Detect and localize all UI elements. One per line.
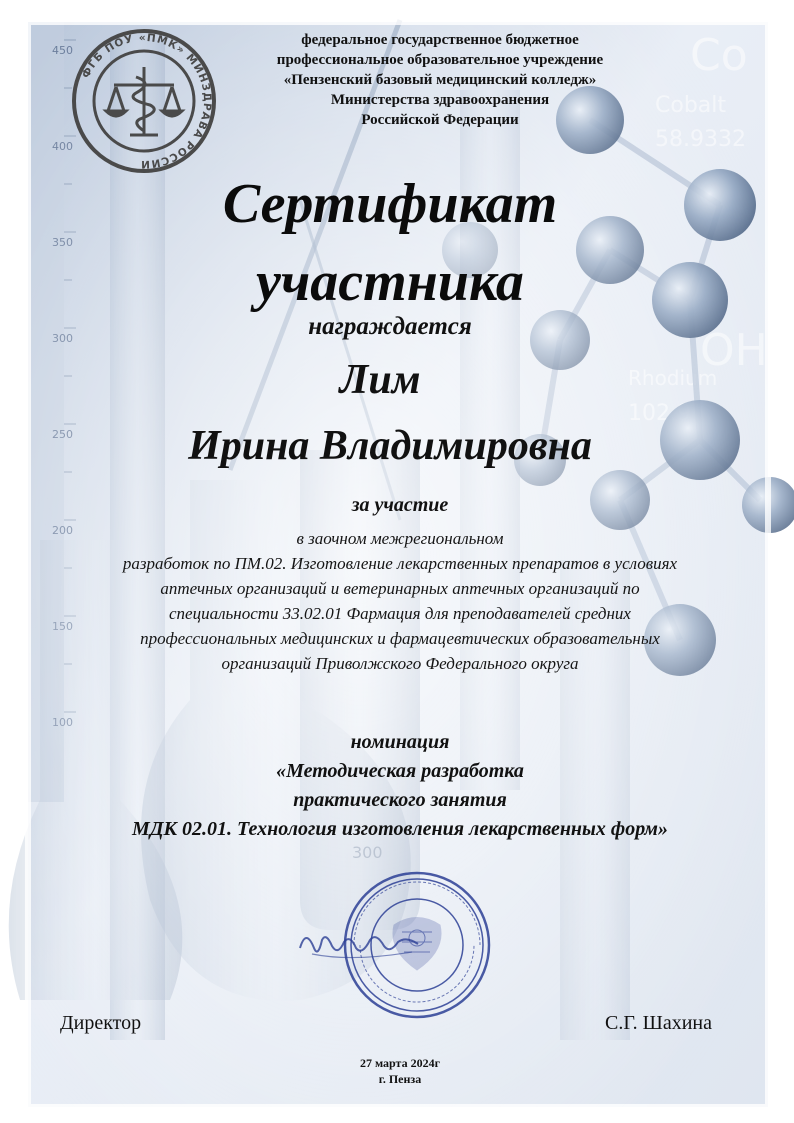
logo-ring-text: ФГБ ПОУ «ПМК» МИНЗДРАВА РОССИИ (79, 31, 214, 171)
signature-title: Директор (60, 1012, 142, 1034)
institution-header (220, 30, 660, 130)
recipient-name: Ирина Владимировна (188, 423, 592, 469)
header-line: «Пензенский базовый медицинский колледж» (283, 72, 597, 88)
header-line: Российской Федерации (361, 112, 519, 128)
signatory-name: С.Г. Шахина (605, 1012, 712, 1034)
issue-date-block (300, 1055, 500, 1087)
description-line: разработок по ПМ.02. Изготовление лекарственных препаратов в условиях (122, 554, 678, 573)
certificate-title-line-1: Сертификат (222, 173, 558, 235)
header-line: профессиональное образовательное учреждение (276, 52, 604, 68)
recipient-surname: Лим (339, 357, 421, 403)
nomination-line: практического занятия (293, 789, 507, 811)
description-line: аптечных организаций и ветеринарных аптечных организаций по (160, 579, 640, 598)
description-line: специальности 33.02.01 Фармация для преподавателей средних (169, 604, 631, 623)
director-signature (292, 918, 432, 968)
issue-city: г. Пенза (378, 1072, 422, 1086)
event-description (30, 526, 770, 676)
header-line: федеральное государственное бюджетное (301, 32, 579, 48)
medical-scales-caduceus-icon (106, 67, 182, 135)
participation-label: за участие (351, 494, 449, 516)
college-logo (70, 27, 218, 175)
header-line: Министерства здравоохранения (330, 92, 550, 108)
description-line: в заочном межрегиональном (296, 529, 504, 548)
awarded-label: награждается (308, 313, 472, 340)
issue-date: 27 марта 2024г (359, 1056, 441, 1070)
nomination-block (60, 728, 740, 844)
nomination-line: «Методическая разработка (276, 760, 524, 782)
certificate-title-line-2: участника (256, 251, 524, 313)
nomination-line: МДК 02.01. Технология изготовления лекарственных форм» (132, 818, 668, 840)
nomination-label: номинация (350, 731, 450, 753)
description-line: организаций Приволжского Федерального округа (221, 654, 579, 673)
description-line: профессиональных медицинских и фармацевтических образовательных (140, 629, 660, 648)
